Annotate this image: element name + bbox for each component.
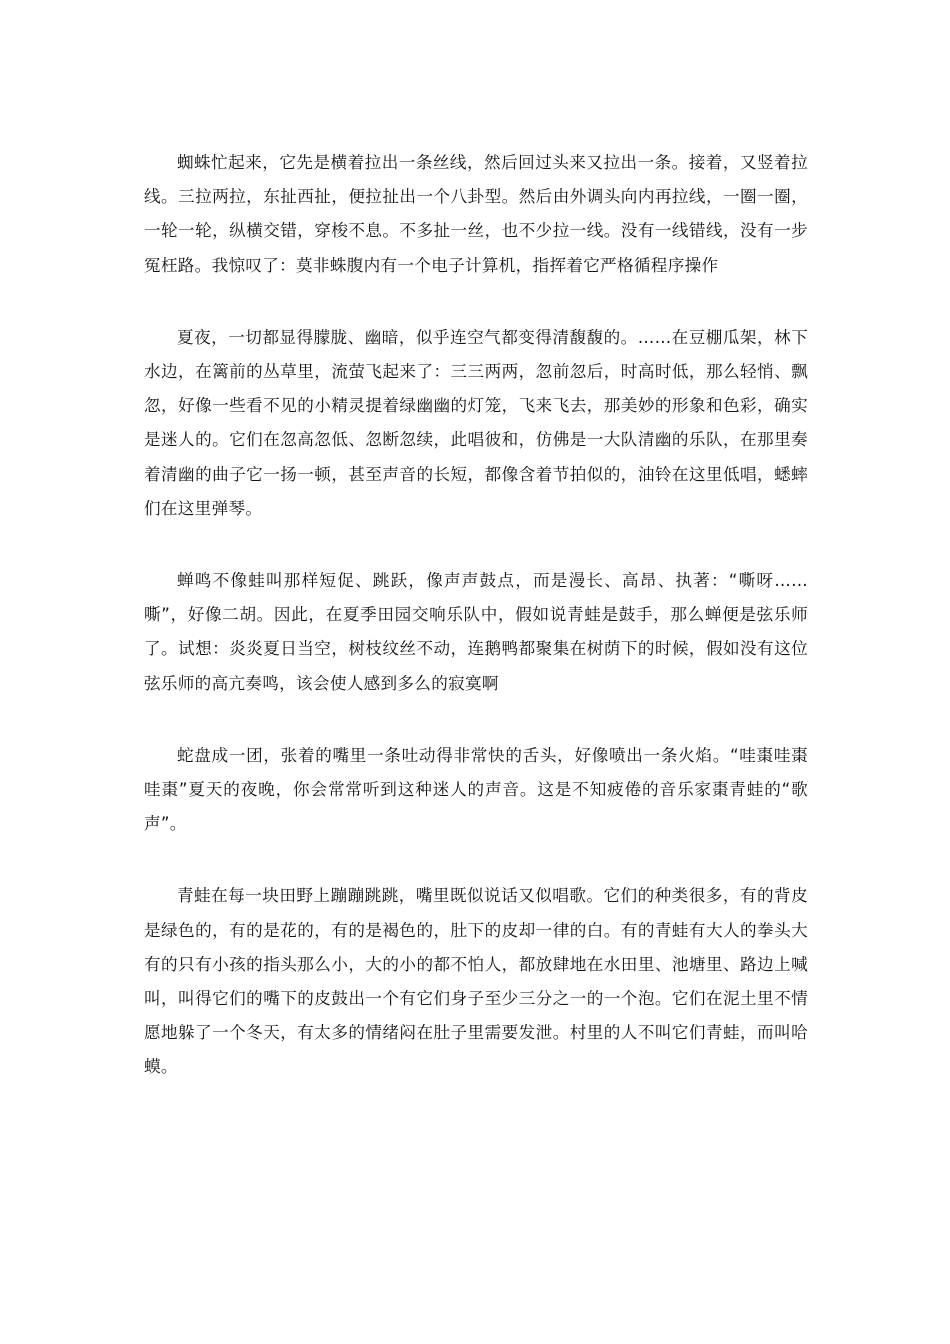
- paragraph-snake-frog: 蛇盘成一团，张着的嘴里一条吐动得非常快的舌头，好像喷出一条火焰。“哇棗哇棗哇棗”夏天的夜晚，你会常常听到这种迷人的声音。这是不知疲倦的音乐家棗青蛙的“歌声”。: [144, 745, 808, 834]
- paragraph-spider: 蜘蛛忙起来，它先是横着拉出一条丝线，然后回过头来又拉出一条。接着，又竖着拉线。三拉两拉，东扯西扯，便拉扯出一个八卦型。然后由外调头向内再拉线，一圈一圈，一轮一轮，纵横交错，穿梭不息。不多扯一丝，也不少拉一线。没有一线错线，没有一步冤枉路。我惊叹了：莫非蛛腹内有一个电子计算机，指挥着它严格循程序操作: [144, 153, 808, 275]
- paragraph-fireflies: 夏夜，一切都显得朦胧、幽暗，似乎连空气都变得清馥馥的。……在豆棚瓜架，林下水边，在篱前的丛草里，流萤飞起来了：三三两两，忽前忽后，时高时低，那么轻悄、飘忽，好像一些看不见的小精灵提着绿幽幽的灯笼，飞来飞去，那美妙的形象和色彩，确实是迷人的。它们在忽高忽低、忽断忽续，此唱彼和，仿佛是一大队清幽的乐队，在那里奏着清幽的曲子它一扬一顿，甚至声音的长短，都像含着节拍似的，油铃在这里低唱，蟋蟀们在这里弹琴。: [144, 327, 808, 518]
- paragraph-cicada: 蝉鸣不像蛙叫那样短促、跳跃，像声声鼓点，而是漫长、高昂、执著：“嘶呀……嘶”，好像二胡。因此，在夏季田园交响乐队中，假如说青蛙是鼓手，那么蝉便是弦乐师了。试想：炎炎夏日当空，树枝纹丝不动，连鹅鸭都聚集在树荫下的时候，假如没有这位弦乐师的高亢奏鸣，该会使人感到多么的寂寞啊: [144, 571, 808, 693]
- paragraph-frogs: 青蛙在每一块田野上蹦蹦跳跳，嘴里既似说话又似唱歌。它们的种类很多，有的背皮是绿色的，有的是花的，有的是褐色的，肚下的皮却一律的白。有的青蛙有大人的拳头大有的只有小孩的指头那么小，大的小的都不怕人，都放肆地在水田里、池塘里、路边上喊叫，叫得它们的嘴下的皮鼓出一个有它们身子至少三分之一的一个泡。它们在泥土里不情愿地躲了一个冬天，有太多的情绪闷在肚子里需要发泄。村里的人不叫它们青蛙，而叫哈蟆。: [144, 886, 808, 1077]
- document-body: [144, 146, 808, 1123]
